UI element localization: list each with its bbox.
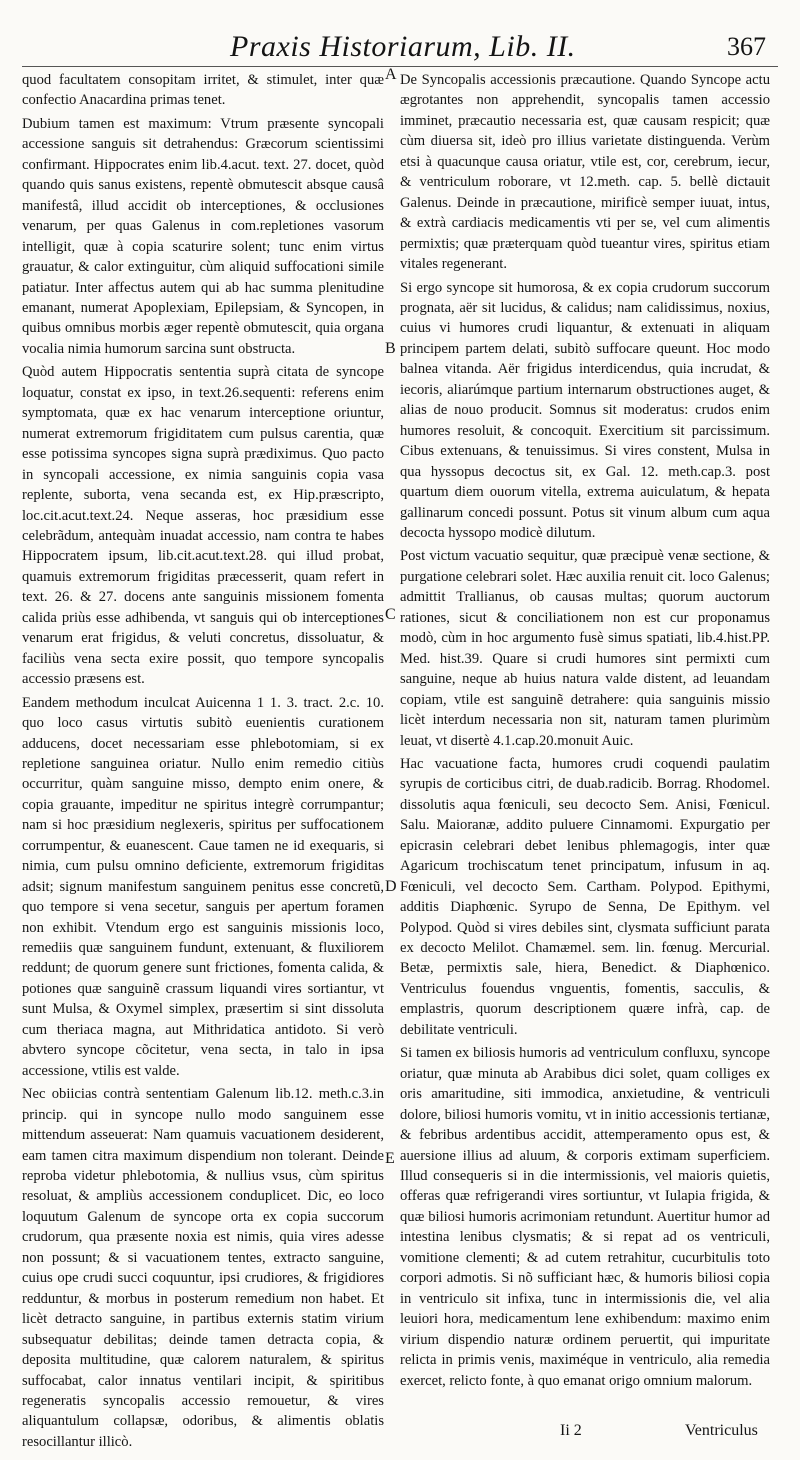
signature-mark: Ii 2 [560, 1422, 582, 1439]
left-column [22, 70, 384, 1455]
margin-letter-b: B [385, 340, 396, 357]
running-header [220, 30, 780, 62]
paragraph: quod facultatem consopitam irritet, & stimulet, inter quæ confectio Anacardina primas tenet. [22, 72, 384, 109]
paragraph: Nec obiicias contrà sententiam Galenum lib.12. meth.c.3.in princip. qui in syncope nullo modo sanguinem esse mittendum asseuerat: Nam quamuis vacuationem desiderent, eam tamen citra maximum dispendium non tolerant. Deinde reproba videtur phlebotomia, & nullius vsus, cùm spiritus resoluat, & ampliùs accessionem conduplicet. Dic, eo loco loquutum Galenum de syncope orta ex copia succorum crudorum, qua præsente noxia est nimis, quia vires adesse non possunt; & si vacuationem tentes, extracto sanguine, cuius ope crudi succi coquuntur, ipsi crudiores, & frigidiores redduntur, & morbus in posterum remedium non habet. Et licèt detracto sanguine, in partibus externis statim virium subsequatur debilitas; deinde tamen detracta copia, & deposita multitudine, quæ calorem naturalem, & spiritus suffocabat, calor innatus ventilari incipit, & spiritibus regeneratis syncopalis accessio remouetur, & vires aliquantulum collapsæ, odoribus, & alimentis oblatis resocillantur illicò. [22, 1086, 384, 1450]
paragraph: Si tamen ex biliosis humoris ad ventriculum confluxu, syncope oriatur, quæ minuta ab Arabibus dici solet, quam colliges ex oris amaritudine, siti immodica, anxietudine, & ventriculi dolore, biliosi humoris vomitu, vt in initio accessionis tertianæ, & febribus ardentibus accidit, attemperamento opus est, & auersione illius ad aluum, & corporis extimam superficiem. Illud consequeris si in die intermissionis, vel maioris quietis, offeras quæ refrigerandi vires sortiuntur, vt Iulapia frigida, & quæ biliosi humoris acrimoniam retundunt. Auertitur humor ad intestina lenibus clysmatis; & si repat ad os ventriculi, vomitione clementi; & ad cutem retrahitur, cucurbitulis toto corpori admotis. Si nõ sufficiant hæc, & humoris biliosi copia in ventriculo sit infixa, tunc in intermissionis die, vel alia leuiori hora, medicamentum lene exhibendum: maximo enim virium dispendio naturæ ordinem peruertit, qui impuritate relicta in primis venis, maximéque in ventriculo, alia remedia exercet, relicto fonte, à quo emanat origo omnium malorum. [400, 1045, 770, 1389]
margin-letter-a: A [385, 66, 397, 83]
paragraph: Dubium tamen est maximum: Vtrum præsente syncopali accessione sanguis sit detrahendus: Græcorum scientissimi confirmant. Hippocrates enim lib.4.acut. text. 27. docet, quòd quando quis sanus existens, repentè obmutescit absque causâ manifestâ, illud accidit ob interceptiones, & occlusiones venarum, per quas Galenus in com.repletiones vasorum intelligit, quæ à copia scaturire solent; tunc enim virtus grauatur, & calor extinguitur, cùm aliquid suffocationi simile patiatur. Inter affectus autem qui ab hac summa plenitudine emanant, numerat Apoplexiam, Epilepsiam, & Syncopen, in quibus omnibus morbis æger repentè obmutescit, quia organa vocalia nimia humorum sarcina sunt obstructa. [22, 115, 384, 357]
margin-letter-e: E [385, 1150, 395, 1167]
header-rule [22, 66, 778, 67]
paragraph: De Syncopalis accessionis præcautione. Quando Syncope actu ægrotantes non apprehendit, syncopalis tamen accessio imminet, præcautio necessaria est, quæ causam respicit; quæ cùm diuersa sit, ideò pro illius varietate distinguenda. Verùm etsi à quacunque causa oriatur, vtile est, cor, cerebrum, iecur, & ventriculum roborare, vt 12.meth. cap. 5. bellè dictauit Galenus. Deinde in præcautione, mirificè semper iuuat, intus, & extrà cardiacis medicamentis vti per se, vel cum alimentis permixtis; quæ præterquam quòd tueantur vires, spiritus etiam vitales regenerant. [400, 72, 770, 273]
paragraph: Si ergo syncope sit humorosa, & ex copia crudorum succorum prognata, aër sit lucidus, & calidus; nam calidissimus, noxius, cuius vi humores crudi liquantur, & extenuati in aliquam principem partem delati, subitò suffocare queunt. Hoc modo balnea vitanda. Aër frigidus interdicendus, quia incrudat, & iecoris, aliarúmque partium internarum obstructiones auget, & alias de nouo producit. Somnus sit moderatus: crudos enim humores resoluit, & concoquit. Exercitium sit parcissimum. Cibus extenuans, & tenuissimus. Si vires constent, Mulsa in qua hyssopus decoctus sit, ex Gal. 12. meth.cap.3. post quartum diem ouorum vitella, extrema auiculatum, & hepata gallinarum concedi possunt. Potus sit vinum album cum aqua decocta hyssopo modicè dilutum. [400, 279, 770, 541]
right-column [400, 70, 770, 1394]
running-title: Praxis Historiarum, Lib. II. [230, 30, 576, 63]
page-number: 367 [727, 32, 766, 61]
paragraph: Post victum vacuatio sequitur, quæ præcipuè venæ sectione, & purgatione celebrari solet. Hæc auxilia renuit cit. loco Galenus; admittit Trallianus, ob causas multas; quorum auctorum rationes, sicut & conciliationem non est cur proponamus modò, cùm in hoc argumento fusè simus spatiati, lib.4.hist.PP. Med. hist.39. Quare si crudi humores sint permixti cum sanguine, neque ab huius natura valde distent, ad leuandam copiam, vtile est sanguinẽ detrahere: quia sanguinis missio licèt interdum necessaria non sit, naturam tamen plurimùm leuat, vt disertè 4.1.cap.20.monuit Auic. [400, 548, 770, 749]
paragraph: Quòd autem Hippocratis sententia suprà citata de syncope loquatur, constat ex ipso, in text.26.sequenti: referens enim symptomata, quæ ex hac venarum interceptione oriuntur, numerat extremorum frigiditatem cum pulsus carentia, quæ esse potissima syncopes signa suprà prædiximus. Quo pacto in syncopali accessione, ex nimia sanguinis copia vasa replente, suborta, vena secanda est, ex Hip.præscripto, loc.cit.acut.text.24. Neque asseras, hoc præsidium esse celebrãdum, antequàm inuadat accessio, nam contra te habes Hippocratem ipsum, lib.cit.acut.text.28. qui illud probat, quamuis extremorum frigiditas præcesserit, quam refert in text. 26. & 27. docens ante sanguinis missionem fomenta calida priùs esse adhibenda, vt sanguis qui ob interceptiones venarum erat frigidus, & veluti concretus, dissoluatur, & faciliùs vena secta exire possit, quo tempore syncopalis accessio præsens est. [22, 364, 384, 688]
paragraph: Eandem methodum inculcat Auicenna 1 1. 3. tract. 2.c. 10. quo loco casus virtutis subitò euenientis curationem adducens, docet necessariam esse phlebotomiam, si ex repletione sanguinea oriatur. Nullo enim remedio citiùs occurritur, quàm sanguine misso, dempto enim onere, & copia grauante, impeditur ne spiritus integrè corrumpantur; nam si hoc præsidium neglexeris, spiritus per suffocationem corrumpentur, & euanescent. Caue tamen ne id exequaris, si nimia, cum pulsu omnino deficiente, extremorum frigiditas adsit; signum manifestum sanguinem penitus esse concretũ, quo tempore si vena secetur, sanguis per apertum foramen non exhibit. Vtendum ergo est sanguinis missionis loco, remediis quæ sanguinem fundunt, extenuant, & fluxiliorem reddunt; de quorum genere sunt frictiones, fomenta calida, & potiones quæ sanguinẽ crassum liquandi vires sortiantur, vt sunt Mulsa, & Oxymel simplex, præsertim si sint dissoluta cum theriaca magna, aut Mithridatica antidoto. Si verò abvtero syncope cõcitetur, vena secta, in talo in ipsa accessione, vtilis est valde. [22, 694, 384, 1079]
margin-letter-c: C [385, 606, 396, 623]
catchword: Ventriculus [685, 1422, 758, 1439]
margin-letter-d: D [385, 878, 397, 895]
paragraph: Hac vacuatione facta, humores crudi coquendi paulatim syrupis de corticibus citri, de duab.radicib. Borrag. Rhodomel. dissolutis aqua fœniculi, seu decocto Sem. Anisi, Fœnicul. Salu. Maioranæ, addito puluere Cinnamomi. Expurgatio per epicrasin celebrari debet lenibus phlemagogis, inter quæ Agaricum trochiscatum tenet principatum, infusum in aq. Fœniculi, vel decocto Sem. Cartham. Polypod. Epithymi, additis Diaphœnic. Syrupo de Senna, De Epithym. vel Polypod. Quòd si vires debiles sint, clysmata sufficiunt parata ex decocto Melilot. Chamæmel. sem. lin. fœnug. Mercurial. Betæ, permixtis sale, hiera, Benedict. & Diaphœnico. Ventriculus fouendus vnguentis, fomentis, sacculis, & emplastris, quorum descriptionem quære infrà, cap. de debilitate ventriculi. [400, 755, 770, 1038]
